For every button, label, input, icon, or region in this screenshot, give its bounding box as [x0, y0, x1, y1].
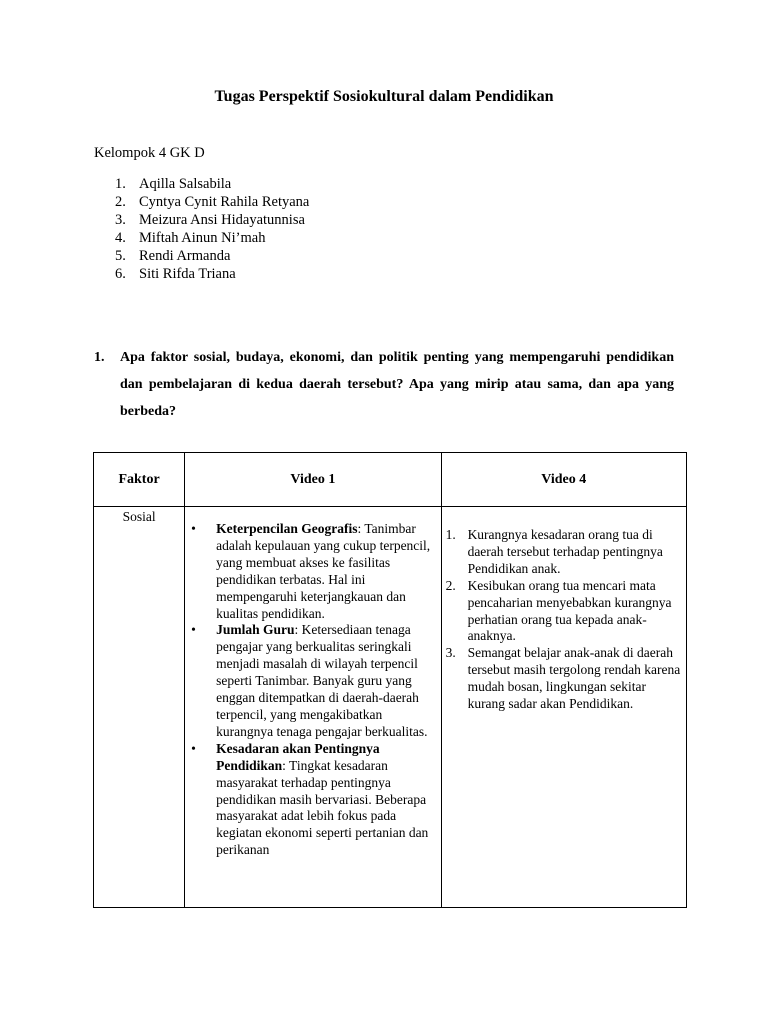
question-number: 1.	[94, 350, 105, 365]
document-title: Tugas Perspektif Sosiokultural dalam Pendidikan	[214, 88, 554, 105]
video-4-cell	[441, 507, 686, 908]
list-item: 1. Kurangnya kesadaran orang tua di daerah tersebut terhadap pentingnya Pendidikan anak.	[445, 527, 663, 576]
list-item: 5. Rendi Armanda	[115, 248, 231, 264]
list-item: 3. Semangat belajar anak-anak di daerah tersebut masih tergolong rendah karena mudah bosan, lingkungan sekitar kurang sadar akan Pendidikan.	[445, 645, 681, 712]
header-video-4: Video 4	[441, 453, 686, 507]
member-name: Meizura Ansi Hidayatunnisa	[139, 212, 305, 228]
member-name: Cyntya Cynit Rahila Retyana	[139, 194, 310, 210]
faktor-cell: Sosial	[94, 507, 185, 908]
list-item: 1. Aqilla Salsabila	[115, 176, 232, 192]
member-name: Siti Rifda Triana	[139, 266, 236, 282]
list-item: 6. Siti Rifda Triana	[115, 266, 236, 282]
video-1-bullets	[185, 507, 440, 859]
header-video-1: Video 1	[185, 453, 441, 507]
list-item: 4. Miftah Ainun Ni’mah	[115, 230, 266, 246]
video-4-list	[442, 507, 686, 713]
bullet-icon: •	[191, 740, 196, 756]
list-item: 2. Cyntya Cynit Rahila Retyana	[115, 194, 310, 210]
list-item: 2. Kesibukan orang tua mencari mata pencaharian menyebabkan kurangnya perhatian orang tua kepada anak-anaknya.	[445, 577, 672, 644]
list-item: 3. Meizura Ansi Hidayatunnisa	[115, 212, 305, 228]
member-name: Aqilla Salsabila	[139, 176, 232, 192]
member-name: Rendi Armanda	[139, 248, 231, 264]
group-label: Kelompok 4 GK D	[94, 145, 205, 161]
list-item: • Kesadaran akan Pentingnya Pendidikan: Tingkat kesadaran masyarakat terhadap pentingnya pendidikan masih bervariasi. Beberapa masyarakat adat lebih fokus pada kegiatan ekonomi seperti pertanian dan perikanan	[191, 740, 429, 858]
header-faktor: Faktor	[94, 453, 185, 507]
member-name: Miftah Ainun Ni’mah	[139, 230, 266, 246]
list-item: • Keterpencilan Geografis: Tanimbar adalah kepulauan yang cukup terpencil, yang membuat akses ke fasilitas pendidikan terbatas. Hal ini mempengaruhi keterjangkauan dan kualitas pendidikan.	[191, 521, 431, 621]
bullet-icon: •	[191, 622, 196, 638]
list-item: • Jumlah Guru: Ketersediaan tenaga pengajar yang berkualitas seringkali menjadi masalah di wilayah terpencil seperti Tanimbar. Banyak guru yang enggan ditempatkan di daerah-daerah terpencil, yang mengakibatkan kurangnya tenaga pengajar berkualitas.	[191, 622, 428, 739]
table-header-row	[94, 453, 687, 507]
bullet-icon: •	[191, 521, 196, 536]
video-1-cell	[185, 507, 441, 908]
factor-table	[93, 452, 687, 908]
question-1	[94, 344, 674, 425]
question-text: Apa faktor sosial, budaya, ekonomi, dan politik penting yang mempengaruhi pendidikan dan pembelajaran di kedua daerah tersebut? Apa yang mirip atau sama, dan apa yang berbeda?	[120, 350, 674, 419]
table-row	[94, 507, 687, 908]
member-list	[115, 175, 309, 283]
